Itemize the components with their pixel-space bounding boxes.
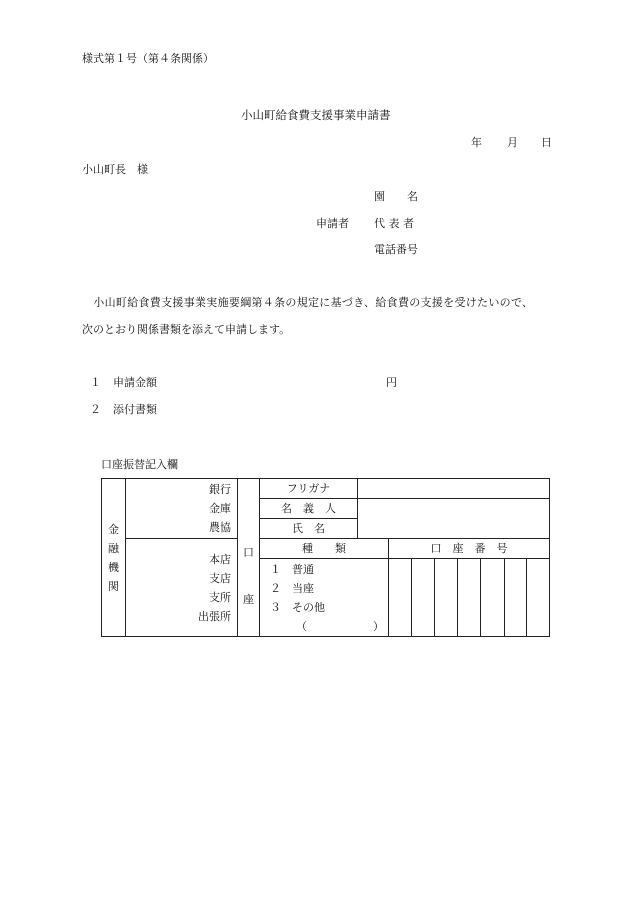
addressee: 小山町長 様 [82, 163, 148, 176]
item-1-label: 申請金額 [113, 376, 157, 389]
shimei-label: 氏 名 [260, 519, 358, 539]
body-text-line1: 小山町給食費支援事業実施要綱第４条の規定に基づき、給食費の支援を受けたいので、 [82, 296, 534, 309]
body-text-line2: 次のとおり関係書類を添えて申請します。 [82, 323, 291, 336]
date-month: 月 [507, 136, 518, 149]
page-title: 小山町給食費支援事業申請書 [241, 108, 391, 122]
furigana-label: フリガナ [260, 479, 358, 499]
applicant-label: 申請者 [316, 217, 349, 230]
item-2-label: 添付書類 [113, 403, 157, 416]
item-1-unit: 円 [386, 376, 397, 389]
kouza-label: 口 座 [238, 479, 260, 637]
applicant-org-label: 園 名 [374, 190, 418, 203]
bank-section-heading: 口座振替記入欄 [101, 458, 178, 471]
account-digit-5[interactable] [481, 559, 505, 637]
account-digit-6[interactable] [505, 559, 527, 637]
furigana-field[interactable] [358, 479, 550, 499]
item-1-number: １ [90, 376, 101, 389]
institution-type-cell: 銀行 金庫 農協 [126, 479, 238, 539]
account-digit-3[interactable] [435, 559, 458, 637]
date-day: 日 [541, 136, 552, 149]
account-type-header: 種 類 [260, 539, 389, 559]
branch-type-cell: 本店 支店 支所 出張所 [126, 539, 238, 637]
account-digit-2[interactable] [412, 559, 435, 637]
applicant-phone-label: 電話番号 [374, 243, 418, 256]
account-digit-1[interactable] [389, 559, 412, 637]
account-holder-field[interactable] [358, 499, 550, 539]
account-digit-4[interactable] [458, 559, 481, 637]
institution-label: 金 融 機 関 [102, 479, 126, 637]
form-number: 様式第１号（第４条関係） [82, 52, 214, 65]
meigi-label: 名 義 人 [260, 499, 358, 519]
account-type-list[interactable]: １ 普通 ２ 当座 ３ その他 （ ） [260, 559, 389, 637]
account-digit-7[interactable] [527, 559, 550, 637]
account-number-header: 口 座 番 号 [389, 539, 550, 559]
applicant-rep-label: 代 表 者 [374, 217, 414, 230]
date-year: 年 [471, 136, 482, 149]
bank-transfer-table [101, 478, 550, 637]
item-2-number: ２ [90, 403, 101, 416]
